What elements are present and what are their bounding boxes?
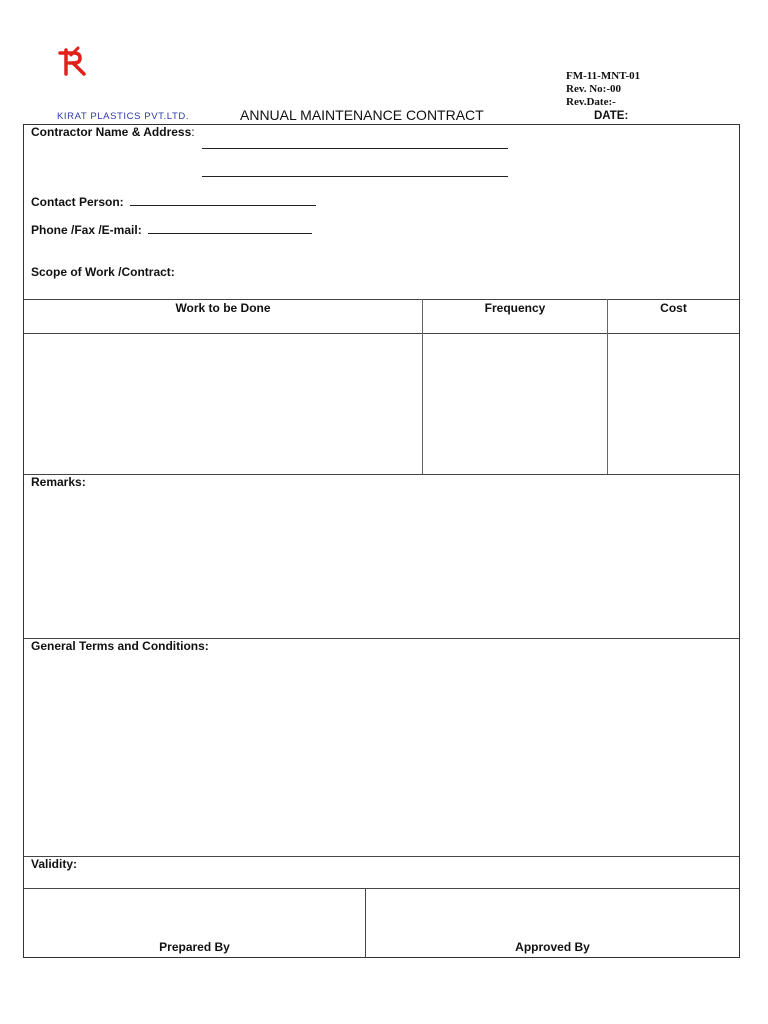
revision-date: Rev.Date:- <box>566 96 616 108</box>
document-control-codes <box>566 70 640 109</box>
frequency-cell[interactable] <box>423 334 607 474</box>
column-header-cost: Cost <box>660 301 687 315</box>
general-terms-area[interactable] <box>24 655 739 855</box>
remarks-label: Remarks: <box>31 475 86 489</box>
prepared-by-box[interactable] <box>24 889 365 957</box>
remarks-area[interactable] <box>24 491 739 637</box>
contract-form <box>23 124 740 958</box>
contractor-address-line-2[interactable] <box>199 166 508 180</box>
prepared-by-label: Prepared By <box>159 940 230 954</box>
validity-label: Validity: <box>31 857 78 871</box>
work-to-be-done-cell[interactable] <box>24 334 422 474</box>
contractor-name-address-label: Contractor Name & Address: <box>31 125 195 139</box>
phone-fax-email-label: Phone /Fax /E-mail: <box>31 223 142 237</box>
divider <box>24 856 739 857</box>
column-header-frequency: Frequency <box>484 301 546 315</box>
general-terms-label: General Terms and Conditions: <box>31 639 209 653</box>
revision-number: Rev. No:-00 <box>566 83 621 95</box>
form-title: ANNUAL MAINTENANCE CONTRACT <box>240 107 484 123</box>
date-label: DATE: <box>594 110 629 122</box>
phone-fax-email-field[interactable] <box>148 223 312 234</box>
pk-logo-mark <box>60 48 84 74</box>
company-logo <box>56 44 88 76</box>
contact-person-field[interactable] <box>130 195 316 206</box>
cost-cell[interactable] <box>608 334 739 474</box>
approved-by-label: Approved By <box>515 940 590 954</box>
form-code: FM-11-MNT-01 <box>566 70 641 82</box>
contractor-address-line-1[interactable] <box>199 138 508 152</box>
contact-person-label: Contact Person: <box>31 195 124 209</box>
divider <box>24 474 739 475</box>
divider <box>24 299 739 300</box>
approved-by-box[interactable] <box>366 889 739 957</box>
contact-person-row <box>31 195 316 209</box>
scope-of-work-label: Scope of Work /Contract: <box>31 265 175 279</box>
phone-fax-email-row <box>31 223 312 237</box>
column-header-work: Work to be Done <box>175 301 271 315</box>
company-name: KIRAT PLASTICS PVT.LTD. <box>57 111 190 122</box>
